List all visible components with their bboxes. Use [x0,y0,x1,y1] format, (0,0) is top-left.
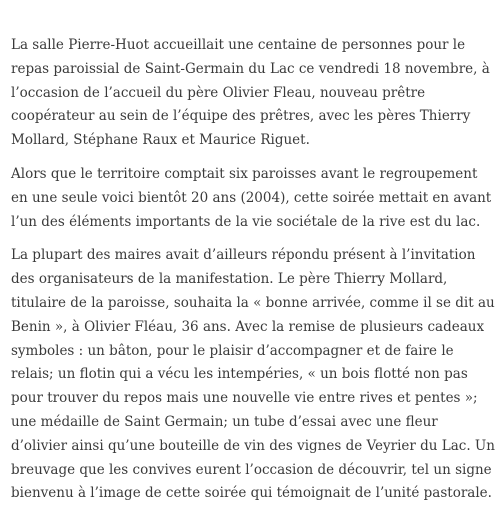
article-body [11,34,495,516]
article-paragraph: Alors que le territoire comptait six paroisses avant le regroupement en une seule voici bientôt 20 ans (2004), cette soirée mettait en avant l’un des éléments importants de la vie sociétale de la rive est du lac. [11,165,492,230]
article-paragraph: La salle Pierre-Huot accueillait une centaine de personnes pour le repas paroissial de Saint-Germain du Lac ce vendredi 18 novembre, à l’occasion de l’accueil du père Olivier Fleau, nouveau prêtre coopérateur au sein de l’équipe des prêtres, avec les pères Thierry Mollard, Stéphane Raux et Maurice Riguet. [11,37,490,149]
article-paragraph: La plupart des maires avait d’ailleurs répondu présent à l’invitation des organisateurs de la manifestation. Le père Thierry Mollard, titulaire de la paroisse, souhaita la « bonne arrivée, comme il se dit au Benin », à Olivier Fléau, 36 ans. Avec la remise de plusieurs cadeaux symboles : un bâton, pour le plaisir d’accompagner et de faire le relais; un flotin qui a vécu les intempéries, « un bois flotté non pas pour trouver du repos mais une nouvelle vie entre rives et pentes »; une médaille de Saint Germain; un tube d’essai avec une fleur d’olivier ainsi qu’une bouteille de vin des vignes de Veyrier du Lac. Un breuvage que les convives eurent l’occasion de découvrir, tel un signe bienvenu à l’image de cette soirée qui témoignait de l’unité pastorale. [11,247,495,502]
